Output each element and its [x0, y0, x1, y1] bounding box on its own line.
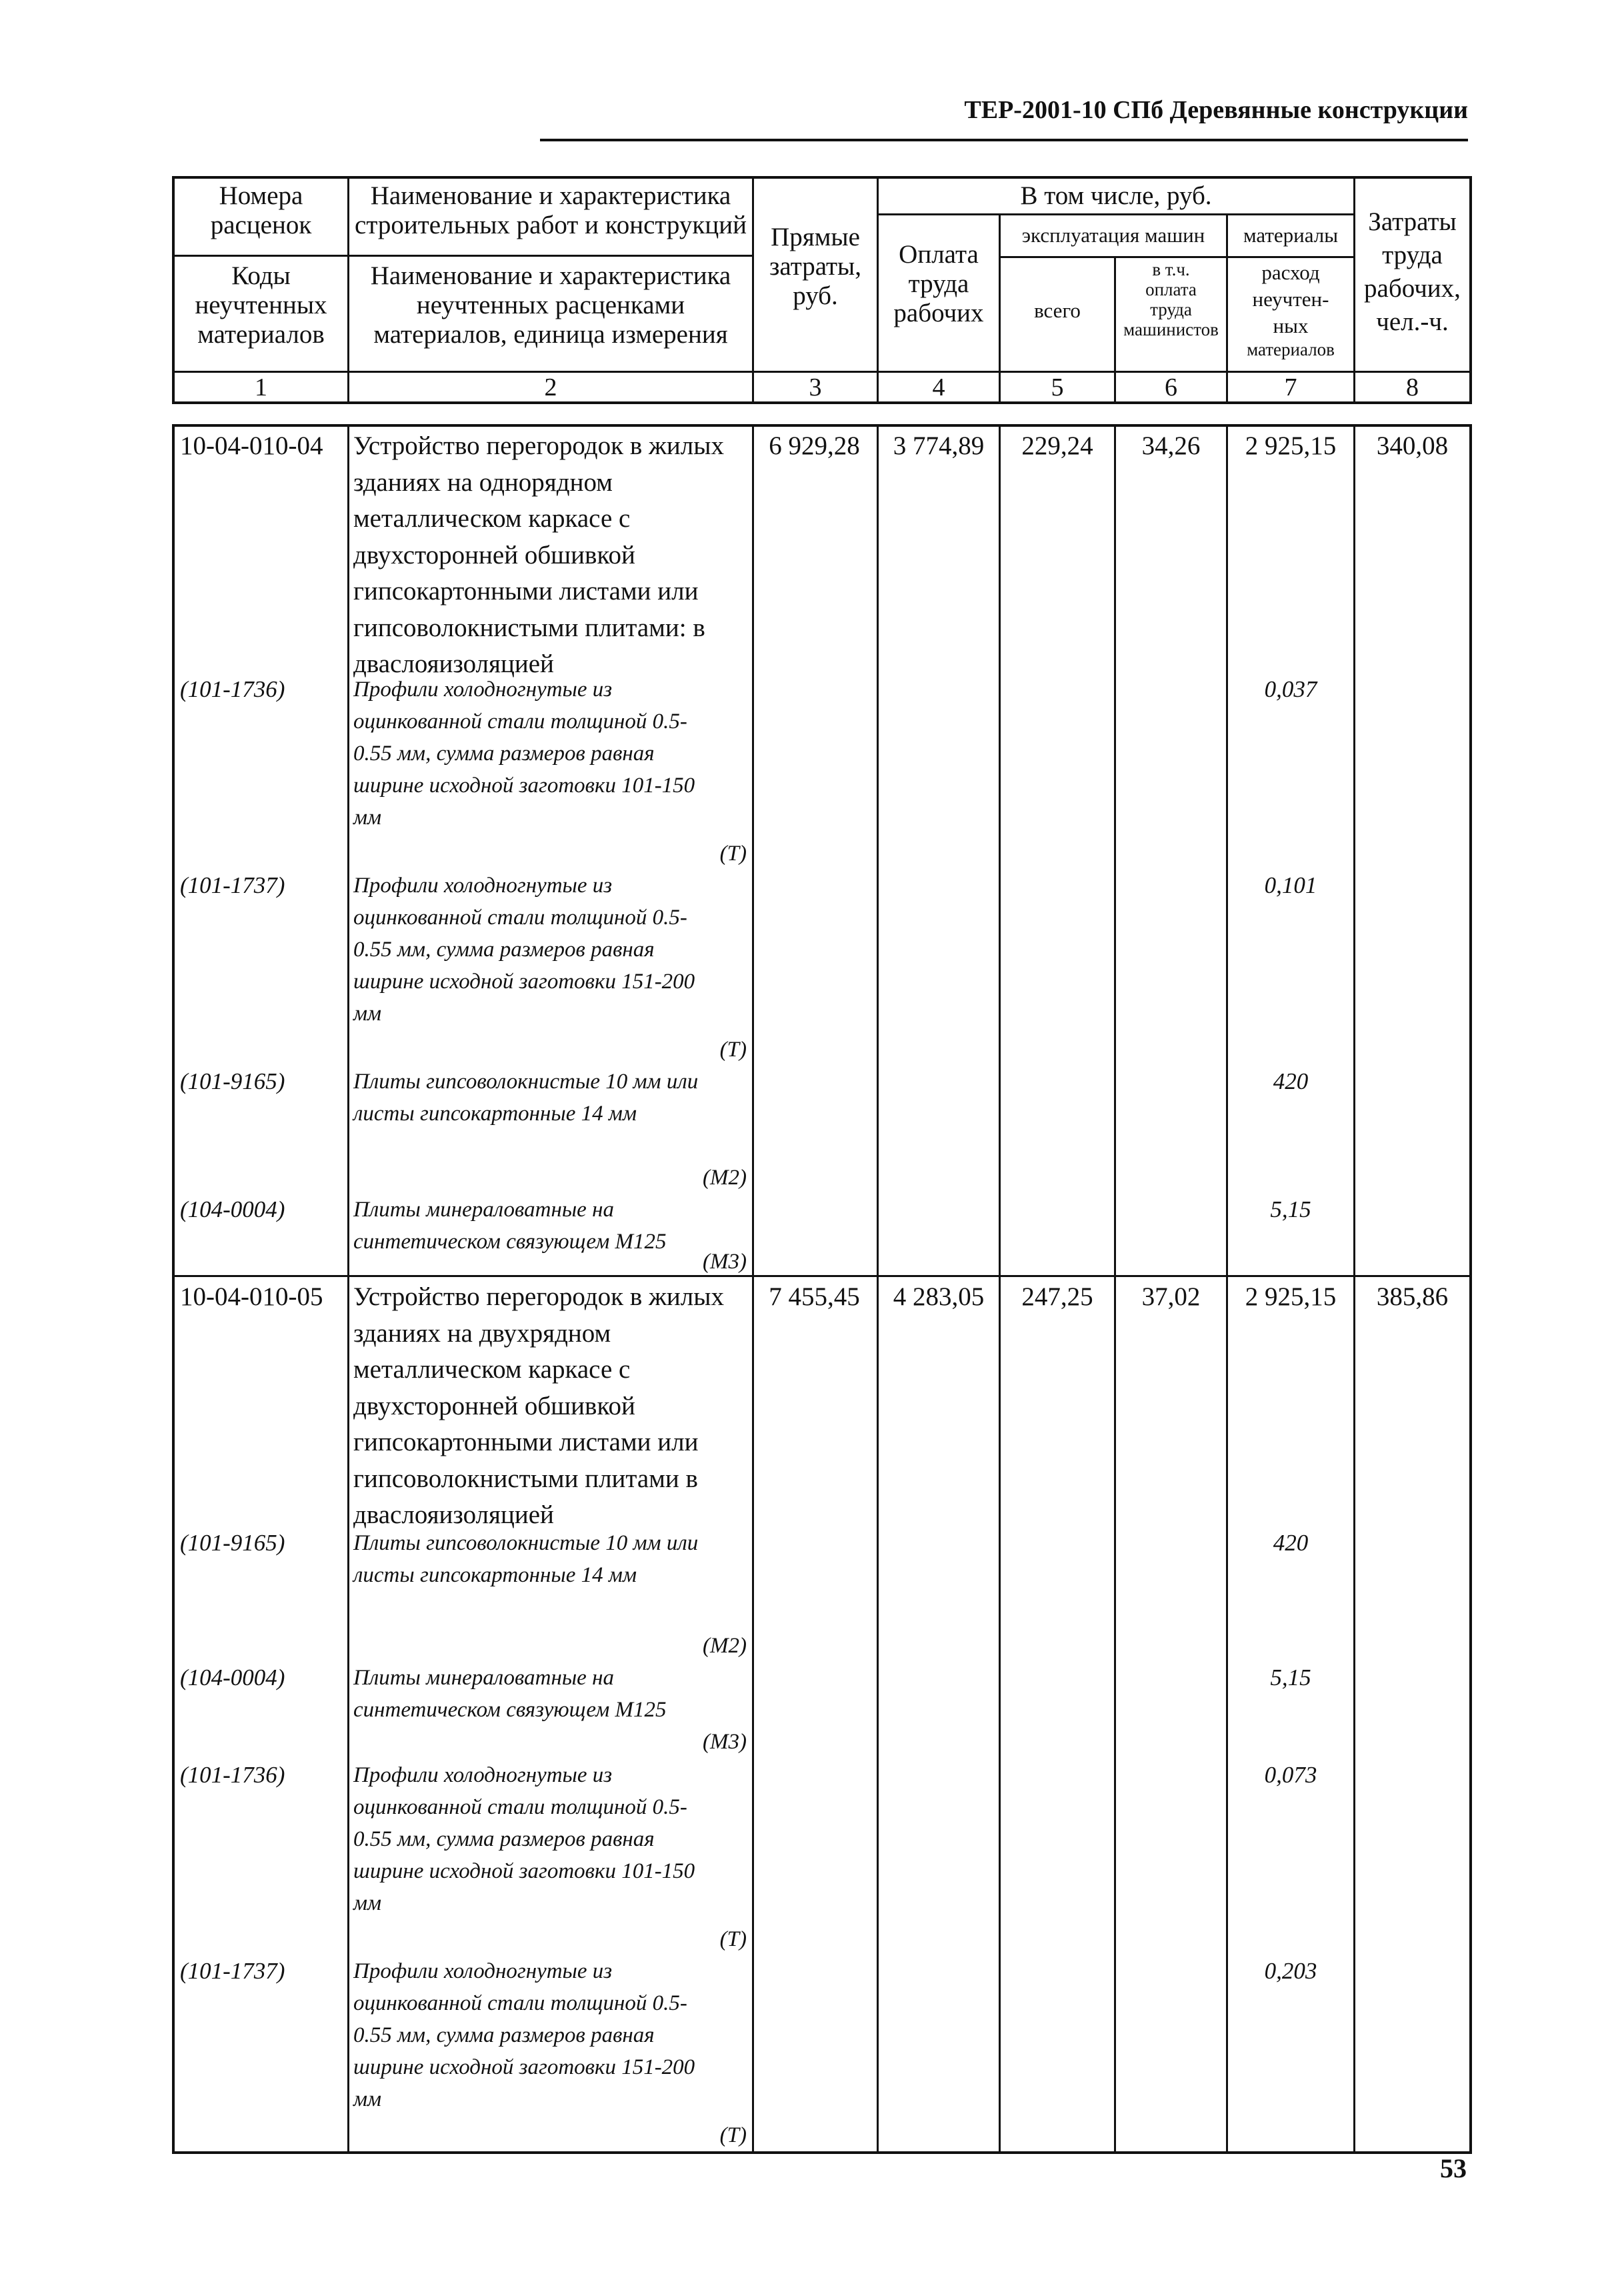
material-name: Плиты минераловатные на синтетическом связующем М125 [353, 1198, 667, 1254]
header-col7-line: расход [1261, 261, 1320, 284]
header-group: В том числе, руб. [1020, 181, 1212, 210]
material-code: (101-9165) [180, 1530, 285, 1556]
machines-total: 229,24 [1021, 431, 1093, 460]
header-col1b-line: материалов [197, 320, 325, 349]
header-col8-line: Затраты [1368, 207, 1457, 236]
machines-total: 247,25 [1021, 1282, 1093, 1311]
table-header [172, 176, 1472, 404]
material-unit: (М2) [703, 1166, 747, 1190]
material-unit: (Т) [719, 2123, 747, 2147]
material-unit: (Т) [719, 1038, 747, 1062]
header-col7-line: материалов [1247, 339, 1335, 359]
header-col2-line: строительных работ и конструкций [355, 211, 747, 239]
material-name: Профили холодногнутые из оцинкованной стали толщиной 0.5- 0.55 мм, сумма размеров равная ширине исходной заготовки 151-200 мм [353, 1959, 695, 2111]
labor-hours: 340,08 [1376, 431, 1449, 460]
header-col1b-line: неучтенных [195, 291, 327, 319]
header-col1b-line: Коды [231, 261, 291, 290]
material-qty: 420 [1273, 1068, 1309, 1094]
material-qty: 0,073 [1264, 1762, 1317, 1788]
header-col8-line: рабочих, [1364, 274, 1461, 303]
rates-table [172, 424, 1472, 2154]
running-head: ТЕР-2001-10 СПб Деревянные конструкции [540, 93, 1468, 141]
direct-costs: 6 929,28 [769, 431, 860, 460]
col-number: 7 [1284, 373, 1297, 401]
col-number: 6 [1165, 373, 1177, 401]
col-number: 5 [1051, 373, 1064, 401]
header-col2b-line: неучтенных расценками [416, 291, 685, 319]
material-code: (101-9165) [180, 1068, 285, 1094]
header-col2-line: Наименование и характеристика [370, 181, 731, 210]
header-col8-line: чел.-ч. [1376, 307, 1449, 336]
materials-cost: 2 925,15 [1245, 431, 1337, 460]
rate-name: Устройство перегородок в жилых зданиях на однорядном металлическом каркасе с двухсторонней обшивкой гипсокартонными листами или гипсоволокнистыми плитами: в дваслояизоляцией [353, 431, 724, 678]
material-qty: 0,037 [1264, 676, 1317, 702]
material-code: (104-0004) [180, 1664, 285, 1690]
header-machines: эксплуатация машин [1021, 223, 1205, 247]
page-number: 53 [1440, 2153, 1467, 2183]
header-col3-line: руб. [793, 281, 838, 310]
col-number: 4 [932, 373, 945, 401]
material-unit: (М3) [703, 1730, 747, 1754]
material-code: (104-0004) [180, 1196, 285, 1222]
material-code: (101-1736) [180, 676, 285, 702]
materials-cost: 2 925,15 [1245, 1282, 1337, 1311]
material-name: Профили холодногнутые из оцинкованной стали толщиной 0.5- 0.55 мм, сумма размеров равная ширине исходной заготовки 101-150 мм [353, 678, 695, 830]
header-col4-line: труда [908, 269, 969, 298]
labor-hours: 385,86 [1376, 1282, 1449, 1311]
header-materials: материалы [1243, 223, 1339, 247]
col-number: 1 [255, 373, 267, 401]
header-col6-line: машинистов [1123, 319, 1219, 339]
header-col1-line: Номера [219, 181, 303, 210]
col-number: 2 [544, 373, 557, 401]
header-col4-line: Оплата [899, 240, 979, 269]
material-qty: 5,15 [1270, 1664, 1311, 1690]
machinists-pay: 34,26 [1141, 431, 1201, 460]
col-number: 8 [1406, 373, 1419, 401]
header-col4-line: рабочих [893, 299, 984, 327]
col-number: 3 [809, 373, 822, 401]
direct-costs: 7 455,45 [769, 1282, 860, 1311]
rate-name: Устройство перегородок в жилых зданиях на двухрядном металлическом каркасе с двухсторонней обшивкой гипсокартонными листами или гипсоволокнистыми плитами в дваслояизоляцией [353, 1282, 724, 1529]
header-col6-line: в т.ч. [1152, 259, 1190, 279]
material-qty: 5,15 [1270, 1196, 1311, 1222]
material-unit: (Т) [719, 1927, 747, 1951]
header-col5: всего [1034, 299, 1081, 322]
header-col7-line: ных [1273, 314, 1309, 337]
material-qty: 420 [1273, 1530, 1309, 1556]
header-col6-line: оплата [1145, 279, 1197, 299]
rate-code: 10-04-010-04 [180, 431, 323, 460]
material-unit: (Т) [719, 842, 747, 866]
material-code: (101-1737) [180, 1958, 285, 1984]
material-unit: (М3) [703, 1250, 747, 1274]
labor-pay: 3 774,89 [893, 431, 985, 460]
header-col6-line: труда [1150, 299, 1192, 319]
material-code: (101-1737) [180, 872, 285, 898]
material-name: Плиты гипсоволокнистые 10 мм или листы гипсокартонные 14 мм [353, 1531, 699, 1587]
material-name: Профили холодногнутые из оцинкованной стали толщиной 0.5- 0.55 мм, сумма размеров равная ширине исходной заготовки 151-200 мм [353, 874, 695, 1026]
header-col7-line: неучтен- [1252, 287, 1329, 311]
header-col2b-line: Наименование и характеристика [370, 261, 731, 290]
material-name: Профили холодногнутые из оцинкованной стали толщиной 0.5- 0.55 мм, сумма размеров равная ширине исходной заготовки 101-150 мм [353, 1763, 695, 1915]
material-code: (101-1736) [180, 1762, 285, 1788]
material-unit: (М2) [703, 1634, 747, 1658]
header-col3-line: Прямые [771, 223, 860, 251]
header-col8-line: труда [1382, 241, 1443, 269]
header-col1-line: расценок [210, 211, 312, 239]
material-qty: 0,203 [1264, 1958, 1317, 1984]
labor-pay: 4 283,05 [893, 1282, 985, 1311]
material-name: Плиты гипсоволокнистые 10 мм или листы гипсокартонные 14 мм [353, 1070, 699, 1126]
machinists-pay: 37,02 [1141, 1282, 1201, 1311]
header-col3-line: затраты, [769, 252, 862, 281]
rate-code: 10-04-010-05 [180, 1282, 323, 1311]
material-qty: 0,101 [1264, 872, 1317, 898]
material-name: Плиты минераловатные на синтетическом связующем М125 [353, 1666, 667, 1722]
header-col2b-line: материалов, единица измерения [373, 320, 728, 349]
